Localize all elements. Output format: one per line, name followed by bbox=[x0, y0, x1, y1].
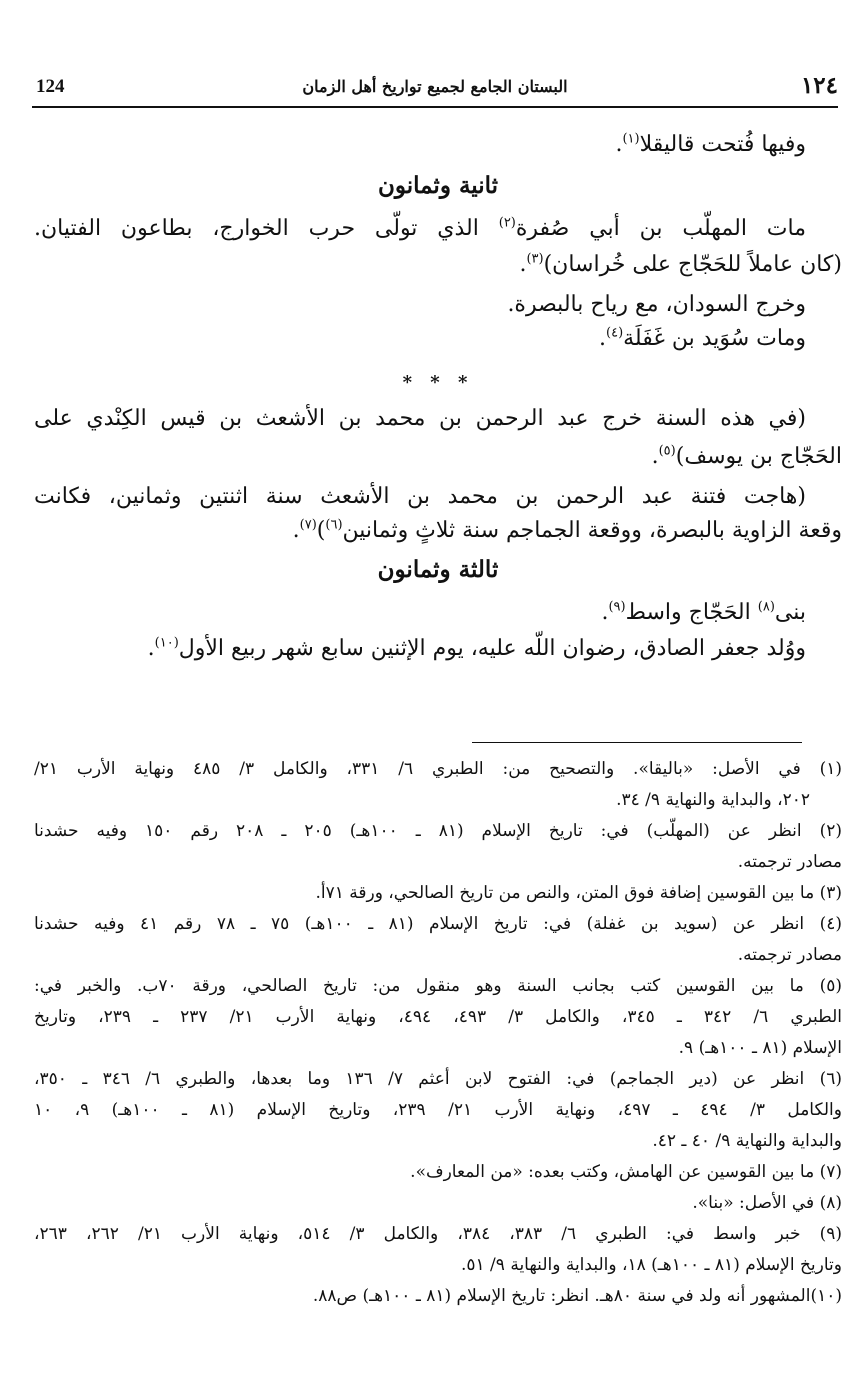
footnote-line: وتاريخ الإسلام (٨١ ـ ١٠٠هـ) ١٨، والبداية والنهاية ٩/ ٥١. bbox=[460, 1255, 842, 1275]
footnote-line: (٥) ما بين القوسين كتب بجانب السنة وهو منقول من: تاريخ الصالحي، ورقة ٧٠ب. والخبر في: bbox=[34, 976, 842, 996]
section-separator: * * * bbox=[402, 372, 474, 393]
running-header bbox=[32, 72, 838, 108]
text-line: بنى$^{(٨)}$ الحَجّاج واسط$^{(٩)}$. bbox=[601, 599, 806, 625]
text-line: وخرج السودان، مع رياح بالبصرة. bbox=[507, 292, 806, 317]
text-line: ومات سُوَيد بن غَفَلَة$^{(٤)}$. bbox=[599, 325, 806, 351]
footnotes bbox=[34, 758, 842, 1316]
footnote-line: الطبري ٦/ ٣٤٢ ـ ٣٤٥، والكامل ٣/ ٤٩٣، ٤٩٤، ونهاية الأرب ٢١/ ٢٣٧ ـ ٢٣٩، وتاريخ bbox=[34, 1007, 842, 1027]
text-line: (كان عاملاً للحَجّاج على خُراسان)$^{(٣)}$. bbox=[519, 251, 842, 277]
footnote-line: (٩) خبر واسط في: الطبري ٦/ ٣٨٣، ٣٨٤، والكامل ٣/ ٥١٤، ونهاية الأرب ٢١/ ٢٦٢، ٢٦٣، bbox=[34, 1224, 842, 1244]
footnote-line: الإسلام (٨١ ـ ١٠٠هـ) ٩. bbox=[678, 1038, 842, 1058]
page-number-arabic: ١٢٤ bbox=[800, 72, 838, 99]
text-line: وفيها فُتحت قاليقلا$^{(١)}$. bbox=[615, 131, 806, 157]
footnote-line: (٦) انظر عن (دير الجماجم) في: الفتوح لابن أعثم ٧/ ١٣٦ وما بعدها، والطبري ٦/ ٣٤٦ ـ ٣٥٠، bbox=[34, 1069, 842, 1089]
text-line: (هاجت فتنة عبد الرحمن بن محمد بن الأشعث سنة اثنتين وثمانين، فكانت bbox=[34, 484, 806, 509]
text-line: ووُلد جعفر الصادق، رضوان اللّه عليه، يوم الإثنين سابع شهر ربيع الأول$^{(١٠)}$. bbox=[147, 635, 806, 661]
footnote-line: (١) في الأصل: «باليقا». والتصحيح من: الطبري ٦/ ٣٣١، والكامل ٣/ ٤٨٥ ونهاية الأرب ٢١/ bbox=[34, 759, 842, 779]
text-line: الحَجّاج بن يوسف)$^{(٥)}$. bbox=[651, 443, 842, 469]
footnote-line: ٢٠٢، والبداية والنهاية ٩/ ٣٤. bbox=[616, 790, 810, 810]
footnote-line: مصادر ترجمته. bbox=[737, 852, 842, 872]
footnote-line: والكامل ٣/ ٤٩٤ ـ ٤٩٧، ونهاية الأرب ٢١/ ٢٣٩، وتاريخ الإسلام (٨١ ـ ١٠٠هـ) ٩، ١٠ bbox=[34, 1100, 842, 1120]
year-heading: ثالثة وثمانون bbox=[377, 556, 499, 583]
footnote-line: (٣) ما بين القوسين إضافة فوق المتن، والنص من تاريخ الصالحي، ورقة ٧١أ. bbox=[315, 883, 842, 903]
running-title: البستان الجامع لجميع تواريخ أهل الزمان bbox=[302, 77, 568, 96]
footnote-line: (١٠)المشهور أنه ولد في سنة ٨٠هـ. انظر: تاريخ الإسلام (٨١ ـ ١٠٠هـ) ص٨٨. bbox=[312, 1286, 842, 1306]
footnote-line: (٢) انظر عن (المهلّب) في: تاريخ الإسلام (٨١ ـ ١٠٠هـ) ٢٠٥ ـ ٢٠٨ رقم ١٥٠ وفيه حشدنا bbox=[34, 821, 842, 841]
main-text bbox=[34, 128, 842, 662]
footnote-line: (٨) في الأصل: «بنا». bbox=[692, 1193, 842, 1213]
footnote-separator bbox=[472, 742, 802, 743]
text-line: (في هذه السنة خرج عبد الرحمن بن محمد بن الأشعث بن قيس الكِنْدي على bbox=[34, 406, 806, 431]
footnote-line: (٤) انظر عن (سويد بن غفلة) في: تاريخ الإسلام (٨١ ـ ١٠٠هـ) ٧٥ ـ ٧٨ رقم ٤١ وفيه حشدنا bbox=[34, 914, 842, 934]
year-heading: ثانية وثمانون bbox=[377, 172, 499, 199]
footnote-line: مصادر ترجمته. bbox=[737, 945, 842, 965]
footnote-line: والبداية والنهاية ٩/ ٤٠ ـ ٤٢. bbox=[652, 1131, 842, 1151]
text-line: وقعة الزاوية بالبصرة، ووقعة الجماجم سنة ثلاثٍ وثمانين$^{(٦)}$)$^{(٧)}$. bbox=[292, 517, 842, 543]
text-line: مات المهلّب بن أبي صُفرة$^{(٢)}$ الذي تولّى حرب الخوارج، بطاعون الفتيان. bbox=[34, 215, 806, 241]
footnote-line: (٧) ما بين القوسين عن الهامش، وكتب بعده: «من المعارف». bbox=[410, 1162, 842, 1182]
page-number-latin: 124 bbox=[36, 76, 65, 97]
